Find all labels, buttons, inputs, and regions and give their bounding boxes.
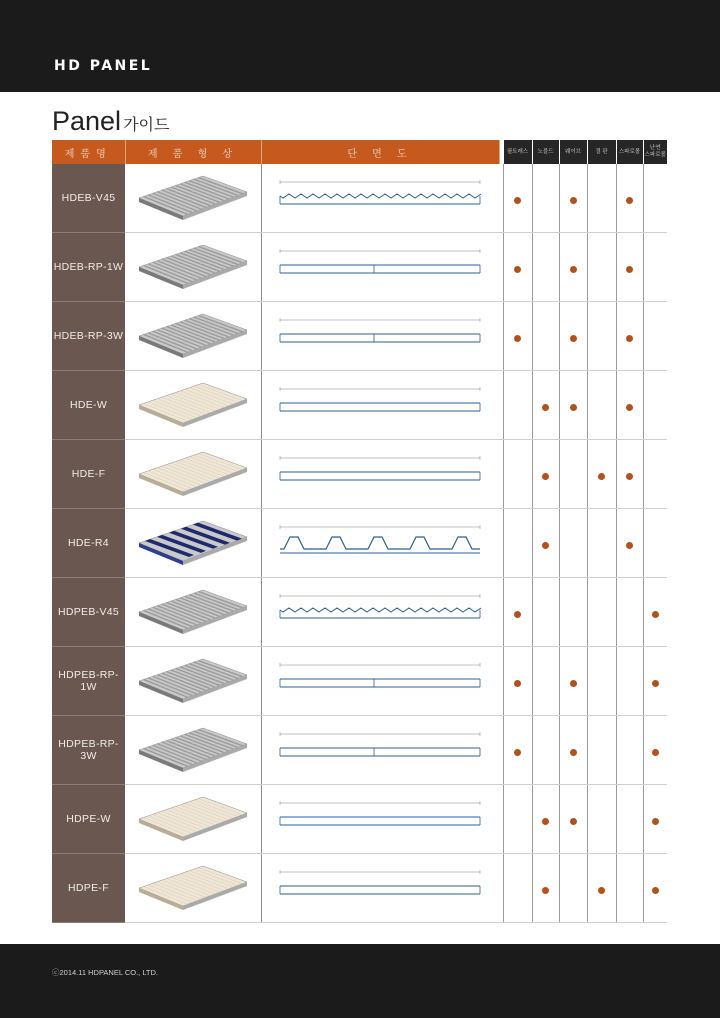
cross-section-drawing [261, 578, 499, 647]
page-title [52, 106, 169, 138]
product-name: HDE-R4 [52, 509, 125, 578]
applicable-dot-icon [570, 197, 577, 204]
product-shape-image [125, 164, 261, 233]
cross-section-drawing [261, 371, 499, 440]
cross-section-drawing [261, 716, 499, 785]
table-row [52, 233, 667, 302]
table-row [52, 164, 667, 233]
use-cell-2 [532, 854, 559, 923]
use-cell-6 [643, 785, 667, 854]
cross-section-drawing [261, 440, 499, 509]
table-row [52, 785, 667, 854]
use-cell-2 [532, 302, 559, 371]
page-title-sub: 가이드 [123, 115, 170, 134]
applicable-dot-icon [626, 266, 633, 273]
product-shape-image [125, 233, 261, 302]
header-product-shape: 제 품 형 상 [125, 140, 261, 164]
table-row [52, 578, 667, 647]
applicable-dot-icon [652, 818, 659, 825]
copyright-text: ⓒ2014.11 HDPANEL CO., LTD. [52, 968, 159, 977]
use-cell-1 [503, 785, 532, 854]
use-cell-3 [559, 509, 587, 578]
use-cell-2 [532, 578, 559, 647]
use-cell-3 [559, 302, 587, 371]
use-cell-1 [503, 164, 532, 233]
applicable-dot-icon [626, 473, 633, 480]
applicable-dot-icon [570, 818, 577, 825]
cross-section-drawing [261, 233, 499, 302]
applicable-dot-icon [570, 266, 577, 273]
table-row [52, 647, 667, 716]
use-cell-5 [616, 647, 643, 716]
applicable-dot-icon [626, 335, 633, 342]
use-cell-6 [643, 854, 667, 923]
use-cell-2 [532, 440, 559, 509]
header-use-1: 필트레스 [503, 140, 532, 164]
use-cell-5 [616, 785, 643, 854]
use-cell-3 [559, 647, 587, 716]
brand-logo: HD PANEL [54, 58, 153, 74]
applicable-dot-icon [626, 197, 633, 204]
header-use-3: 웨이브 [559, 140, 587, 164]
use-cell-4 [587, 647, 616, 716]
footer-bar [0, 944, 720, 1018]
cross-section-drawing [261, 509, 499, 578]
applicable-dot-icon [652, 749, 659, 756]
product-shape-image [125, 440, 261, 509]
header-use-5: 스파로볼 [616, 140, 643, 164]
use-cell-2 [532, 716, 559, 785]
use-cell-2 [532, 371, 559, 440]
applicable-dot-icon [514, 749, 521, 756]
use-cell-3 [559, 785, 587, 854]
applicable-dot-icon [652, 680, 659, 687]
use-cell-3 [559, 578, 587, 647]
use-cell-5 [616, 854, 643, 923]
product-name: HDPEB-RP-1W [52, 647, 125, 716]
applicable-dot-icon [514, 680, 521, 687]
product-shape-image [125, 854, 261, 923]
cross-section-drawing [261, 854, 499, 923]
header-use-4: 결 판 [587, 140, 616, 164]
table-row [52, 716, 667, 785]
use-cell-5 [616, 440, 643, 509]
use-cell-2 [532, 233, 559, 302]
applicable-dot-icon [542, 887, 549, 894]
cross-section-drawing [261, 785, 499, 854]
use-cell-1 [503, 854, 532, 923]
product-shape-image [125, 371, 261, 440]
panel-guide-table [52, 140, 667, 923]
use-cell-4 [587, 785, 616, 854]
product-name: HDE-W [52, 371, 125, 440]
use-cell-3 [559, 716, 587, 785]
cross-section-drawing [261, 164, 499, 233]
use-cell-2 [532, 509, 559, 578]
header-product-name: 제품명 [52, 140, 125, 164]
use-cell-1 [503, 440, 532, 509]
use-cell-6 [643, 233, 667, 302]
product-shape-image [125, 302, 261, 371]
use-cell-5 [616, 371, 643, 440]
use-cell-5 [616, 716, 643, 785]
use-cell-5 [616, 578, 643, 647]
product-name: HDPE-W [52, 785, 125, 854]
applicable-dot-icon [542, 404, 549, 411]
table-row [52, 854, 667, 923]
product-name: HDEB-RP-1W [52, 233, 125, 302]
use-cell-3 [559, 233, 587, 302]
use-cell-4 [587, 716, 616, 785]
product-name: HDPEB-RP-3W [52, 716, 125, 785]
applicable-dot-icon [542, 542, 549, 549]
use-cell-3 [559, 440, 587, 509]
applicable-dot-icon [570, 404, 577, 411]
table-header-row [52, 140, 667, 164]
use-cell-3 [559, 371, 587, 440]
cross-section-drawing [261, 647, 499, 716]
use-cell-4 [587, 854, 616, 923]
use-cell-6 [643, 578, 667, 647]
product-shape-image [125, 716, 261, 785]
use-cell-1 [503, 302, 532, 371]
use-cell-4 [587, 164, 616, 233]
product-shape-image [125, 785, 261, 854]
applicable-dot-icon [542, 473, 549, 480]
use-cell-6 [643, 440, 667, 509]
table-row [52, 371, 667, 440]
use-cell-6 [643, 509, 667, 578]
use-cell-5 [616, 233, 643, 302]
use-cell-1 [503, 647, 532, 716]
use-cell-5 [616, 164, 643, 233]
applicable-dot-icon [542, 818, 549, 825]
table-row [52, 302, 667, 371]
applicable-dot-icon [598, 887, 605, 894]
use-cell-1 [503, 509, 532, 578]
use-cell-2 [532, 785, 559, 854]
header-use-6: 난연 스파로볼 [643, 140, 667, 164]
applicable-dot-icon [626, 404, 633, 411]
table-row [52, 440, 667, 509]
use-cell-1 [503, 371, 532, 440]
use-cell-4 [587, 302, 616, 371]
use-cell-4 [587, 578, 616, 647]
use-cell-3 [559, 164, 587, 233]
use-cell-6 [643, 371, 667, 440]
page-title-main: Panel [52, 106, 122, 136]
applicable-dot-icon [514, 335, 521, 342]
product-shape-image [125, 578, 261, 647]
use-cell-6 [643, 302, 667, 371]
applicable-dot-icon [570, 680, 577, 687]
applicable-dot-icon [570, 749, 577, 756]
table-row [52, 509, 667, 578]
header-bar [0, 0, 720, 92]
product-name: HDE-F [52, 440, 125, 509]
applicable-dot-icon [514, 266, 521, 273]
use-cell-6 [643, 647, 667, 716]
header-use-2: 노블드 [532, 140, 559, 164]
applicable-dot-icon [626, 542, 633, 549]
cross-section-drawing [261, 302, 499, 371]
use-cell-6 [643, 164, 667, 233]
use-cell-4 [587, 509, 616, 578]
use-cell-4 [587, 440, 616, 509]
use-cell-2 [532, 647, 559, 716]
use-cell-5 [616, 509, 643, 578]
use-cell-2 [532, 164, 559, 233]
use-cell-1 [503, 716, 532, 785]
product-name: HDEB-RP-3W [52, 302, 125, 371]
product-shape-image [125, 647, 261, 716]
use-cell-5 [616, 302, 643, 371]
applicable-dot-icon [570, 335, 577, 342]
applicable-dot-icon [598, 473, 605, 480]
applicable-dot-icon [514, 611, 521, 618]
applicable-dot-icon [652, 887, 659, 894]
product-name: HDPE-F [52, 854, 125, 923]
use-cell-3 [559, 854, 587, 923]
product-name: HDEB-V45 [52, 164, 125, 233]
applicable-dot-icon [652, 611, 659, 618]
applicable-dot-icon [514, 197, 521, 204]
use-cell-1 [503, 233, 532, 302]
use-cell-4 [587, 233, 616, 302]
use-cell-4 [587, 371, 616, 440]
use-cell-1 [503, 578, 532, 647]
product-shape-image [125, 509, 261, 578]
header-cross-section: 단 면 도 [261, 140, 499, 164]
use-cell-6 [643, 716, 667, 785]
product-name: HDPEB-V45 [52, 578, 125, 647]
